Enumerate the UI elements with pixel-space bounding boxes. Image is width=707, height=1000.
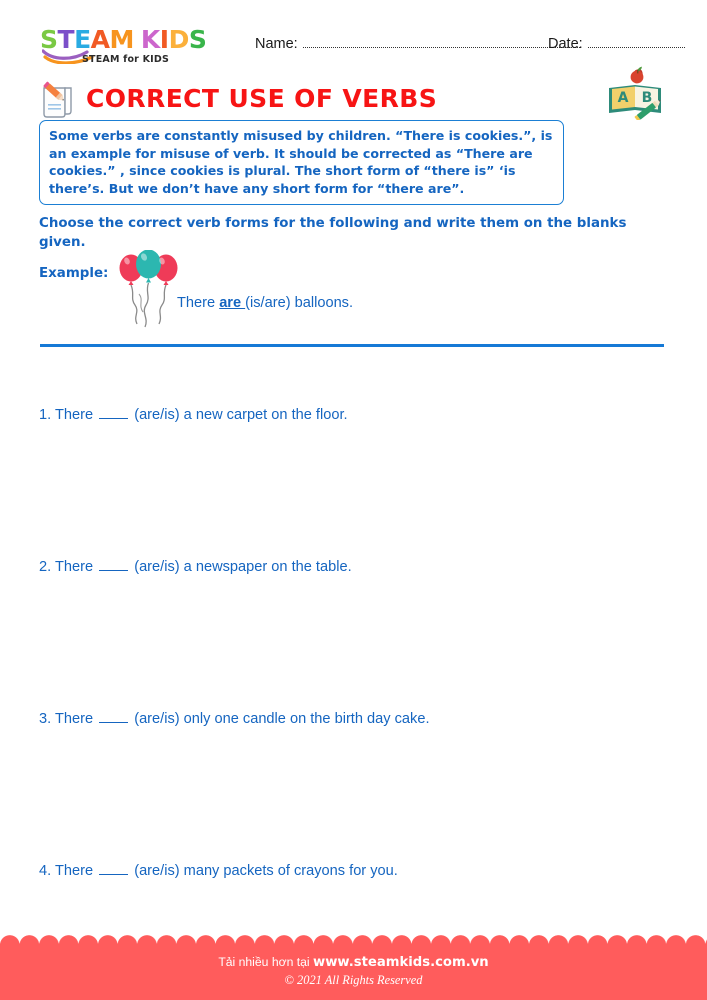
example-answer: are [219, 295, 246, 311]
question-before: There [54, 559, 98, 575]
steam-kids-logo [40, 25, 220, 65]
footer-website-line [0, 955, 707, 970]
question-number: 1. [39, 407, 52, 423]
logo-tagline: STEAM for KIDS [82, 54, 170, 65]
question-before: There [54, 407, 98, 423]
info-box [39, 120, 564, 205]
question-item-2 [39, 558, 352, 575]
abc-book-icon [604, 64, 666, 120]
example-after: (is/are) balloons. [245, 295, 354, 311]
logo-letter: A [90, 25, 110, 54]
question-number: 2. [39, 559, 52, 575]
section-divider [40, 344, 664, 347]
footer-website-link[interactable]: www.steamkids.com.vn [313, 955, 489, 970]
logo-letter: K [140, 25, 160, 54]
date-label: Date: [548, 36, 583, 52]
footer-scallop-edge [0, 932, 707, 945]
logo-letter: S [188, 25, 207, 54]
question-after: (are/is) only one candle on the birth day cake. [130, 711, 430, 727]
footer-copyright: © 2021 All Rights Reserved [284, 973, 423, 987]
pencil-paper-icon [35, 80, 79, 120]
name-write-line[interactable] [303, 36, 580, 48]
page-footer [0, 938, 707, 1000]
logo-letter: T [57, 25, 75, 54]
instructions-text: Choose the correct verb forms for the following and write them on the blanks given. [39, 216, 627, 250]
name-label: Name: [255, 36, 298, 52]
question-item-1 [39, 406, 348, 423]
answer-blank[interactable] [99, 406, 128, 419]
balloons-illustration [118, 250, 180, 328]
question-after: (are/is) a newspaper on the table. [130, 559, 352, 575]
logo-letter: E [74, 25, 91, 54]
logo-letter: M [109, 25, 134, 54]
example-block [0, 262, 707, 342]
answer-blank[interactable] [99, 862, 128, 875]
info-box-text: Some verbs are constantly misused by children. “There is cookies.”, is an example for misuse of verb. It should be corrected as “There are cookies.” , since cookies is plural. The short form of “there is” ‘is there’s. But we don’t have any short form for “there are”. [49, 128, 553, 196]
name-field[interactable] [255, 36, 580, 52]
answer-blank[interactable] [99, 558, 128, 571]
page-header [0, 0, 707, 74]
date-write-line[interactable] [588, 36, 685, 48]
logo-letter: D [168, 25, 189, 54]
svg-text:B: B [641, 90, 653, 106]
question-number: 4. [39, 863, 52, 879]
question-item-3 [39, 710, 430, 727]
question-after: (are/is) a new carpet on the floor. [130, 407, 348, 423]
question-before: There [54, 711, 98, 727]
question-number: 3. [39, 711, 52, 727]
example-sentence [177, 295, 353, 311]
title-row [0, 78, 707, 122]
svg-text:A: A [617, 90, 629, 106]
logo-letter: I [159, 25, 169, 54]
page-title: CORRECT USE OF VERBS [86, 84, 438, 113]
example-before: There [177, 295, 220, 311]
answer-blank[interactable] [99, 710, 128, 723]
question-before: There [54, 863, 98, 879]
footer-prefix: Tải nhiều hơn tại [218, 955, 314, 969]
date-field[interactable] [548, 36, 685, 52]
example-label: Example: [39, 266, 109, 281]
question-after: (are/is) many packets of crayons for you. [130, 863, 398, 879]
logo-letter: S [40, 25, 58, 54]
question-item-4 [39, 862, 398, 879]
